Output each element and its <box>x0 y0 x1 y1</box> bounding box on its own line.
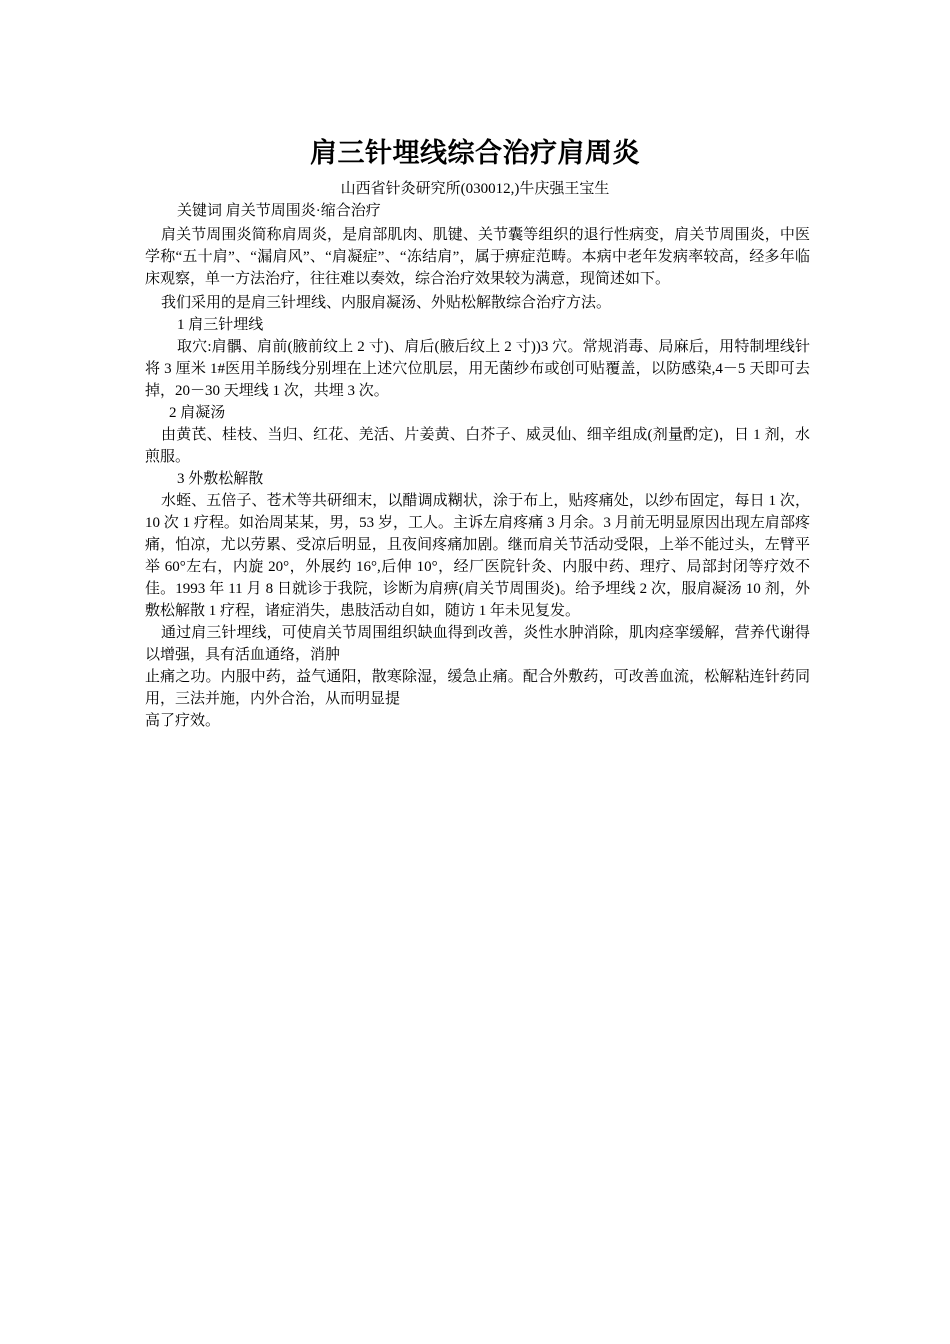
section-1-paragraph: 取穴:肩髃、肩前(腋前纹上 2 寸)、肩后(腋后纹上 2 寸))3 穴。常规消毒、局麻后，用特制埋线针将 3 厘米 1#医用羊肠线分别埋在上述穴位肌层，用无菌纱布或创可贴覆盖，以防感染,4－5 天即可去掉，20－30 天埋线 1 次，共埋 3 次。 <box>145 339 810 399</box>
method-paragraph: 我们采用的是肩三针埋线、内服肩凝汤、外贴松解散综合治疗方法。 <box>161 295 612 311</box>
section-heading-1: 1 肩三针埋线 <box>177 317 264 333</box>
section-heading-3: 3 外敷松解散 <box>177 471 264 487</box>
author-affiliation: 山西省针灸研究所(030012,)牛庆强王宝生 <box>340 181 610 197</box>
keywords-line: 关键词 肩关节周围炎·缩合治疗 <box>177 203 381 219</box>
intro-paragraph: 肩关节周围炎简称肩周炎，是肩部肌肉、肌键、关节囊等组织的退行性病变，肩关节周围炎，中医学称“五十肩”、“漏肩风”、“肩凝症”、“冻结肩”，属于痹症范畴。本病中老年发病率较高，经多年临床观察，单一方法治疗，往往难以奏效，综合治疗效果较为满意，现简述如下。 <box>145 227 810 287</box>
section-2-paragraph: 由黄芪、桂枝、当归、红花、羌活、片姜黄、白芥子、威灵仙、细辛组成(剂量酌定)，日 1 剂，水煎服。 <box>145 427 810 465</box>
section-3-paragraph: 水蛭、五倍子、苍术等共研细末，以醋调成糊状，涂于布上，贴疼痛处，以纱布固定，每日 1 次，10 次 1 疗程。如治周某某，男，53 岁，工人。主诉左肩疼痛 3 月余。3 月前无明显原因出现左肩部疼痛，怕凉，尤以劳累、受凉后明显，且夜间疼痛加剧。继而肩关节活动受限，上举不能过头，左臂平举 60°左右，内旋 20°，外展约 16°,后伸 10°，经厂医院针灸、内服中药、理疗、局部封闭等疗效不佳。1993 年 11 月 8 日就诊于我院，诊断为肩痹(肩关节周围炎)。给予埋线 2 次，服肩凝汤 10 剂，外敷松解散 1 疗程，诸症消失，患肢活动自如，随访 1 年未见复发。 <box>145 493 810 619</box>
conclusion-paragraph-part-3: 高了疗效。 <box>145 713 221 729</box>
article-body <box>145 200 810 732</box>
section-heading-2: 2 肩凝汤 <box>169 405 226 421</box>
article-title: 肩三针埋线综合治疗肩周炎 <box>310 138 640 169</box>
conclusion-paragraph-part-2: 止痛之功。内服中药，益气通阳，散寒除湿，缓急止痛。配合外敷药，可改善血流，松解粘连针药同用，三法并施，内外合治，从而明显提 <box>145 669 810 707</box>
conclusion-paragraph-part-1: 通过肩三针埋线，可使肩关节周围组织缺血得到改善，炎性水肿消除，肌肉痉挛缓解，营养代谢得以增强，具有活血通络，消肿 <box>145 625 810 663</box>
